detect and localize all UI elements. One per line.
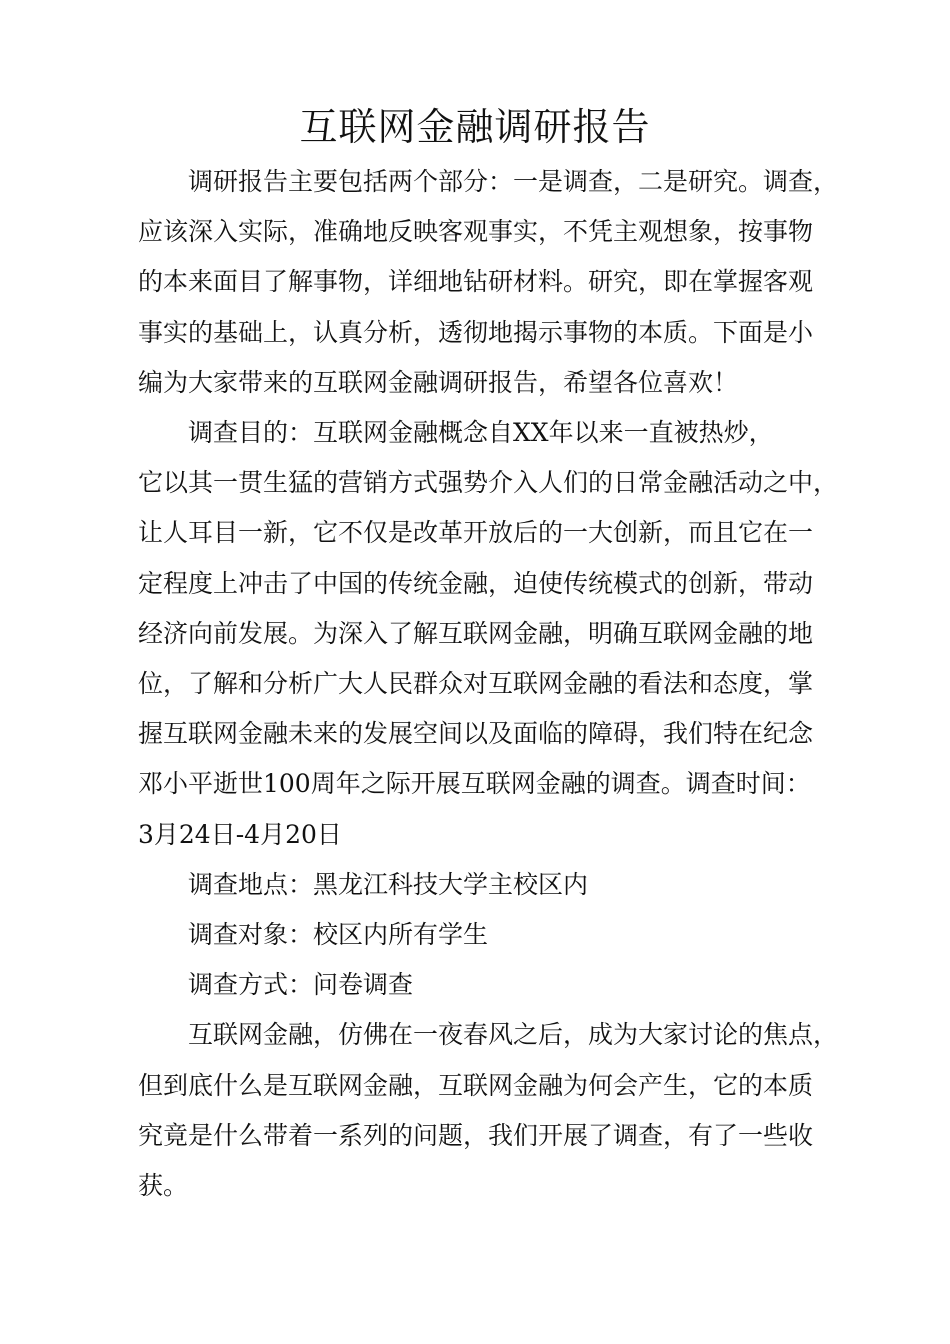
intro-line: 编为大家带来的互联网金融调研报告，希望各位喜欢！ [138,367,739,397]
purpose-line: 握互联网金融未来的发展空间以及面临的障碍，我们特在纪念 [138,719,814,749]
document-body [138,157,838,1211]
purpose-line: 邓小平逝世100周年之际开展互联网金融的调查。调查时间： [138,769,811,799]
intro-line: 的本来面目了解事物，详细地钻研材料。研究，即在掌握客观 [138,267,814,297]
closing-line: 获。 [138,1171,189,1201]
closing-line: 究竟是什么带着一系列的问题，我们开展了调查，有了一些收 [138,1120,814,1150]
document-title: 互联网金融调研报告 [299,105,651,149]
closing-line: 但到底什么是互联网金融，互联网金融为何会产生，它的本质 [138,1070,814,1100]
closing-paragraph [138,1010,838,1211]
purpose-line: 定程度上冲击了中国的传统金融，迫使传统模式的创新，带动 [138,568,814,598]
closing-line: 互联网金融，仿佛在一夜春风之后，成为大家讨论的焦点， [188,1020,839,1050]
purpose-paragraph [138,408,838,860]
survey-target: 调查对象：校区内所有学生 [188,920,489,950]
intro-line: 事实的基础上，认真分析，透彻地揭示事物的本质。下面是小 [138,317,814,347]
intro-line: 应该深入实际，准确地反映客观事实，不凭主观想象，按事物 [138,217,814,247]
purpose-line: 3月24日-4月20日 [138,819,342,849]
purpose-line: 位，了解和分析广大人民群众对互联网金融的看法和态度，掌 [138,669,814,699]
survey-location: 调查地点：黑龙江科技大学主校区内 [188,869,589,899]
survey-method: 调查方式：问卷调查 [188,970,414,1000]
purpose-line: 经济向前发展。为深入了解互联网金融，明确互联网金融的地 [138,618,814,648]
intro-line: 调研报告主要包括两个部分：一是调查，二是研究。调查， [188,167,839,196]
purpose-line: 它以其一贯生猛的营销方式强势介入人们的日常金融活动之中， [138,468,839,498]
purpose-line: 调查目的：互联网金融概念自XX年以来一直被热炒， [188,418,774,448]
purpose-line: 让人耳目一新，它不仅是改革开放后的一大创新，而且它在一 [138,518,814,548]
intro-paragraph [138,157,838,408]
